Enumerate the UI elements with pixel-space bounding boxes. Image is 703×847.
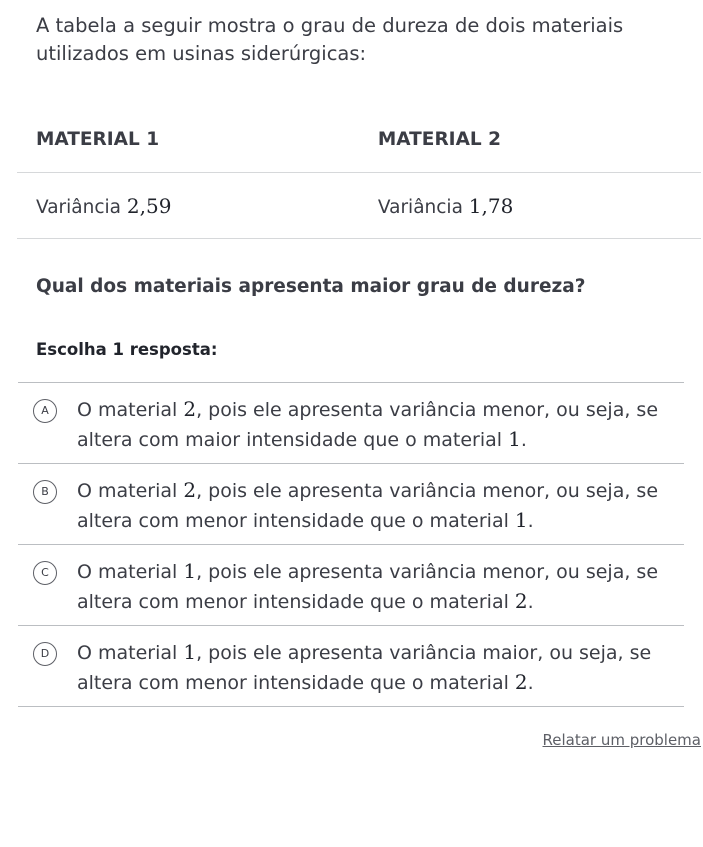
variance-value: 2,59	[126, 193, 172, 218]
question-prompt: Qual dos materiais apresenta maior grau de dureza?	[36, 276, 586, 297]
choice-math: 1	[183, 640, 197, 664]
choice-math: 2	[183, 397, 197, 421]
table-row	[17, 173, 701, 239]
choice-text-part: .	[520, 429, 527, 451]
choice-text-part: O material	[77, 642, 184, 664]
cell-material-1-variance	[17, 173, 358, 239]
choice-text-part: .	[527, 510, 534, 532]
choice-b[interactable]	[18, 464, 684, 545]
choice-letter-badge: C	[33, 561, 57, 585]
answer-choices	[18, 382, 684, 707]
cell-material-2-variance	[358, 173, 701, 239]
choice-math: 1	[514, 508, 528, 532]
choice-text-part: O material	[77, 399, 184, 421]
choice-text	[77, 557, 677, 617]
choice-text-part: , pois ele apresenta variância maior, ou seja, se altera com menor intensidade que o material	[77, 642, 652, 694]
choose-label: Escolha 1 resposta:	[36, 340, 218, 359]
choice-letter-badge: A	[33, 399, 57, 423]
variance-label: Variância	[36, 196, 122, 218]
choice-math: 1	[183, 559, 197, 583]
table-header-row	[17, 106, 701, 173]
choice-letter-badge: D	[33, 642, 57, 666]
report-problem-link[interactable]: Relatar um problema	[542, 731, 701, 749]
choice-math: 2	[514, 670, 528, 694]
materials-table	[17, 106, 701, 239]
header-material-2: MATERIAL 2	[358, 106, 701, 173]
choice-text-part: , pois ele apresenta variância menor, ou seja, se altera com maior intensidade que o material	[77, 399, 659, 451]
choice-text	[77, 638, 677, 698]
choice-d[interactable]	[18, 626, 684, 707]
choice-letter-badge: B	[33, 480, 57, 504]
choice-c[interactable]	[18, 545, 684, 626]
choice-text-part: .	[527, 591, 534, 613]
choice-a[interactable]	[18, 383, 684, 464]
choice-text-part: O material	[77, 480, 184, 502]
choice-text	[77, 476, 677, 536]
choice-text	[77, 395, 677, 455]
choice-math: 1	[508, 427, 521, 451]
choice-text-part: .	[527, 672, 534, 694]
choice-math: 2	[183, 478, 197, 502]
variance-value: 1,78	[468, 193, 514, 218]
question-intro: A tabela a seguir mostra o grau de dureza de dois materiais utilizados em usinas siderúrgicas:	[36, 14, 624, 65]
choice-text-part: , pois ele apresenta variância menor, ou seja, se altera com menor intensidade que o material	[77, 480, 659, 532]
header-material-1: MATERIAL 1	[17, 106, 358, 173]
choice-text-part: , pois ele apresenta variância menor, ou seja, se altera com menor intensidade que o material	[77, 561, 659, 613]
choice-text-part: O material	[77, 561, 184, 583]
variance-label: Variância	[377, 196, 463, 218]
choice-math: 2	[514, 589, 528, 613]
